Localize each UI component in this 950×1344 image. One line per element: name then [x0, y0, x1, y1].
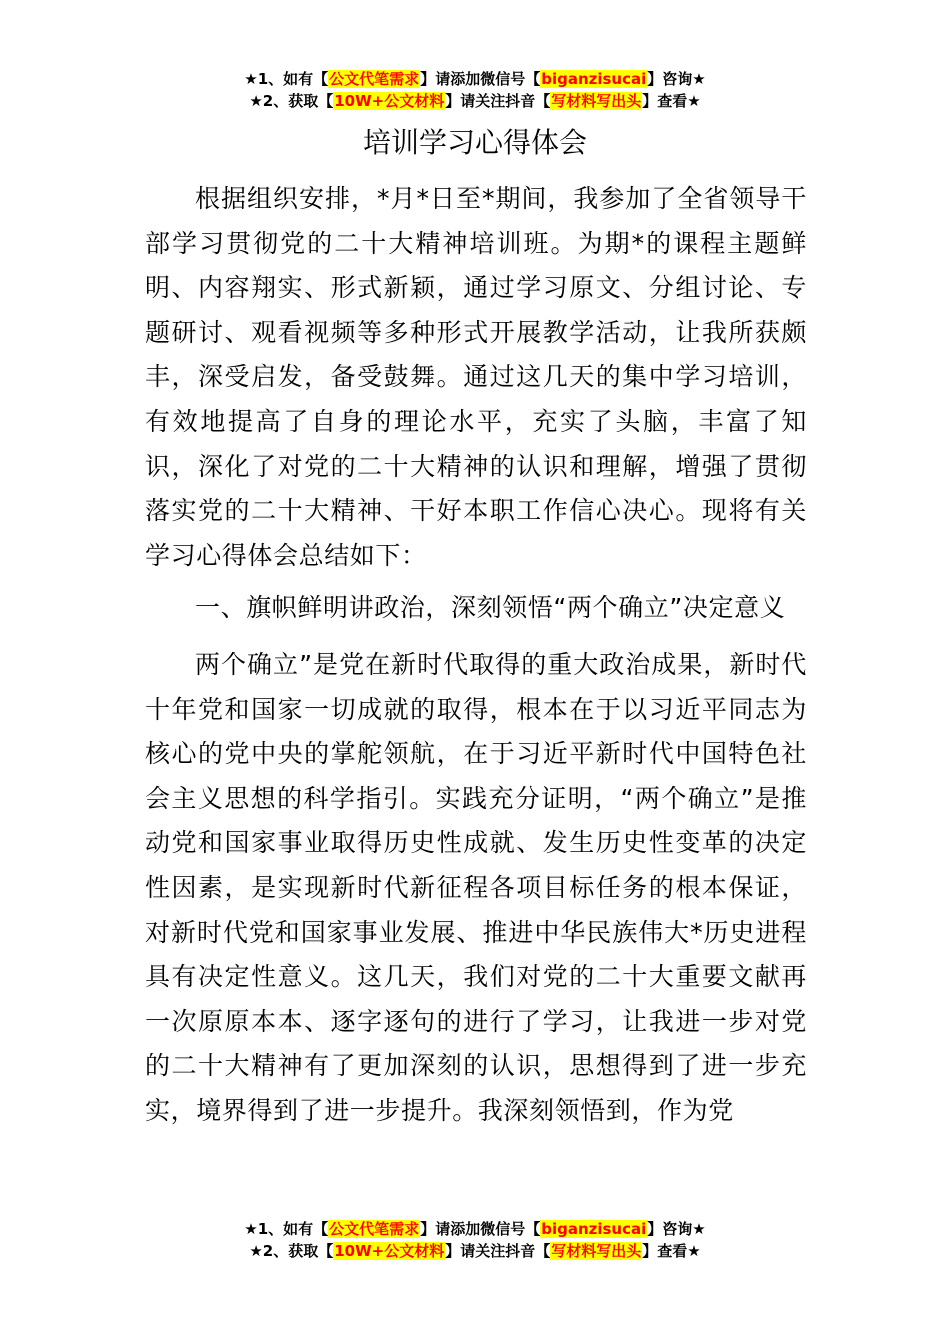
banner-text: 】咨询★ [647, 1220, 706, 1238]
banner-text: 】请关注抖音【 [445, 1242, 551, 1260]
banner-highlight: 10W+公文材料 [334, 1242, 445, 1260]
banner-text: ★2、获取【 [249, 92, 334, 110]
paragraph: 根据组织安排，*月*日至*期间，我参加了全省领导干部学习贯彻党的二十大精神培训班。为期*的课程主题鲜明、内容翔实、形式新颖，通过学习原文、分组讨论、专题研讨、观看视频等多种形式开展教学活动，让我所获颇丰，深受启发，备受鼓舞。通过这几天的集中学习培训，有效地提高了自身的理论水平，充实了头脑，丰富了知识，深化了对党的二十大精神的认识和理解，增强了贯彻落实党的二十大精神、干好本职工作信心决心。现将有关学习心得体会总结如下： [145, 184, 807, 570]
banner-text: ★1、如有【 [244, 70, 329, 88]
banner-text: ★2、获取【 [249, 1242, 334, 1260]
banner-highlight: biganzisucai [541, 1220, 647, 1238]
paragraph: 两个确立”是党在新时代取得的重大政治成果，新时代十年党和国家一切成就的取得，根本在于以习近平同志为核心的党中央的掌舵领航，在于习近平新时代中国特色社会主义思想的科学指引。实践充分证明，“两个确立”是推动党和国家事业取得历史性成就、发生历史性变革的决定性因素，是实现新时代新征程各项目标任务的根本保证，对新时代党和国家事业发展、推进中华民族伟大*历史进程具有决定性意义。这几天，我们对党的二十大重要文献再一次原原本本、逐字逐句的进行了学习，让我进一步对党的二十大精神有了更加深刻的认识，思想得到了进一步充实，境界得到了进一步提升。我深刻领悟到，作为党 [145, 649, 807, 1125]
document-body [145, 177, 807, 1141]
footer-watermark-banner [0, 1218, 950, 1262]
banner-highlight: 公文代笔需求 [329, 70, 420, 88]
banner-line-1 [0, 68, 950, 90]
banner-text: 】查看★ [642, 1242, 701, 1260]
banner-highlight: 10W+公文材料 [334, 92, 445, 110]
banner-highlight: 写材料写出头 [551, 92, 642, 110]
banner-line-1 [0, 1218, 950, 1240]
banner-text: 】咨询★ [647, 70, 706, 88]
banner-highlight: 公文代笔需求 [329, 1220, 420, 1238]
document-title: 培训学习心得体会 [362, 126, 587, 159]
banner-highlight: biganzisucai [541, 70, 647, 88]
banner-line-2 [0, 90, 950, 112]
banner-line-2 [0, 1240, 950, 1262]
section-heading: 一、旗帜鲜明讲政治，深刻领悟“两个确立”决定意义 [195, 593, 786, 623]
banner-text: 】查看★ [642, 92, 701, 110]
banner-text: 】请关注抖音【 [445, 92, 551, 110]
banner-text: 】请添加微信号【 [420, 1220, 541, 1238]
banner-text: 】请添加微信号【 [420, 70, 541, 88]
banner-text: ★1、如有【 [244, 1220, 329, 1238]
banner-highlight: 写材料写出头 [551, 1242, 642, 1260]
header-watermark-banner [0, 68, 950, 112]
